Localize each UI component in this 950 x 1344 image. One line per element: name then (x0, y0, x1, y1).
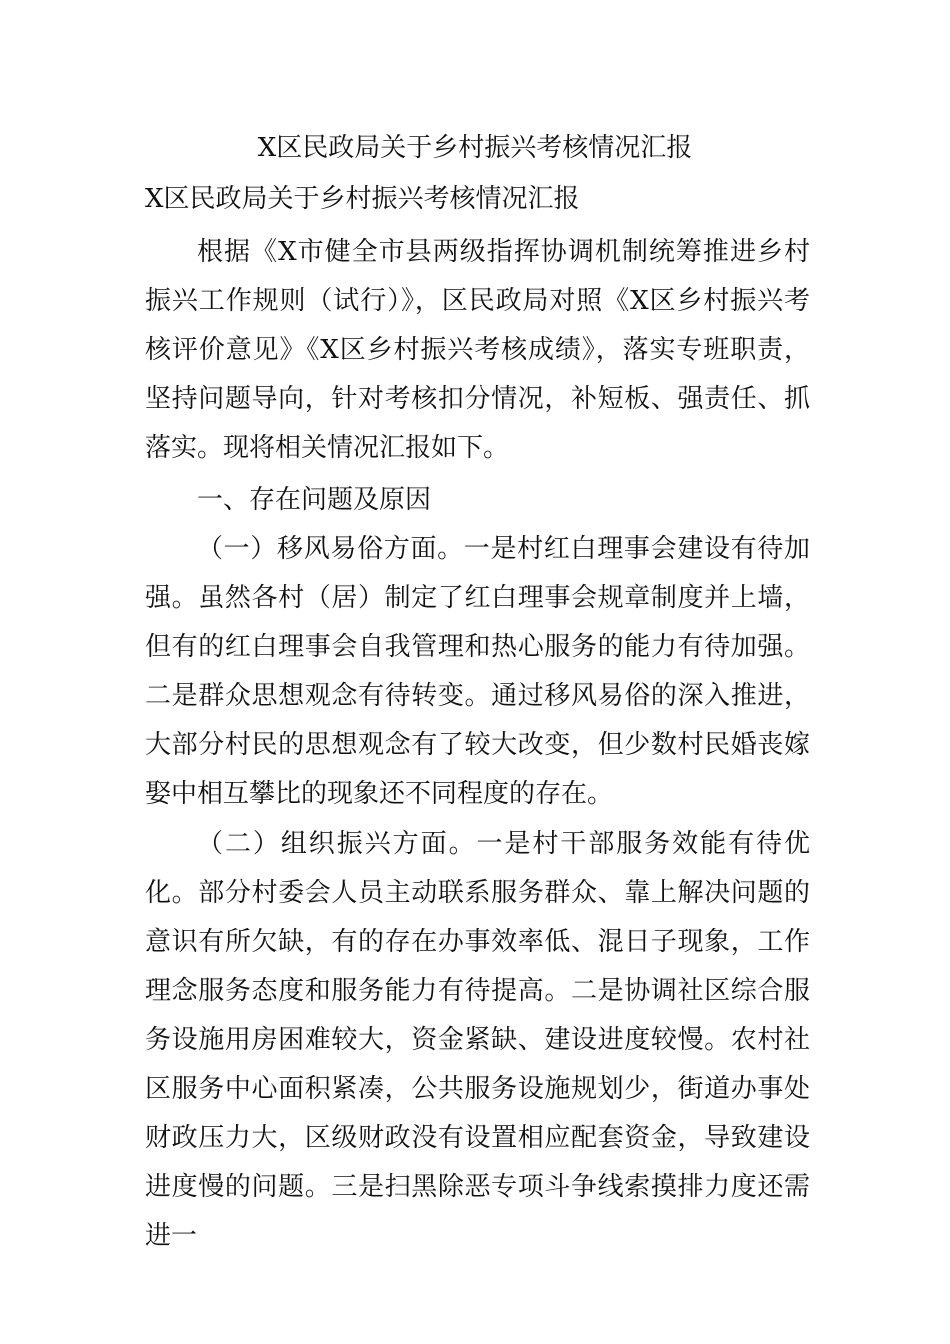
section-paragraph-organization: （二）组织振兴方面。一是村干部服务效能有待优化。部分村委会人员主动联系服务群众、靠上解决问题的意识有所欠缺，有的存在办事效率低、混日子现象，工作理念服务态度和服务能力有待提高。二是协调社区综合服务设施用房困难较大，资金紧缺、建设进度较慢。农村社区服务中心面积紧凑，公共服务设施规划少，街道办事处财政压力大，区级财政没有设置相应配套资金，导致建设进度慢的问题。三是扫黑除恶专项斗争线索摸排力度还需进一 (145, 829, 810, 1251)
section-heading: 一、存在问题及原因 (197, 485, 432, 515)
document-subtitle: X区民政局关于乡村振兴考核情况汇报 (145, 184, 580, 214)
document-title: X区民政局关于乡村振兴考核情况汇报 (257, 133, 693, 163)
intro-paragraph: 根据《X市健全市县两级指挥协调机制统筹推进乡村振兴工作规则（试行）》，区民政局对照《X区乡村振兴考核评价意见》《X区乡村振兴考核成绩》，落实专班职责，坚持问题导向，针对考核扣分情况，补短板、强责任、抓落实。现将相关情况汇报如下。 (145, 237, 810, 463)
section-paragraph-customs: （一）移风易俗方面。一是村红白理事会建设有待加强。虽然各村（居）制定了红白理事会规章制度并上墙，但有的红白理事会自我管理和热心服务的能力有待加强。二是群众思想观念有待转变。通过移风易俗的深入推进，大部分村民的思想观念有了较大改变，但少数村民婚丧嫁娶中相互攀比的现象还不同程度的存在。 (145, 534, 810, 809)
